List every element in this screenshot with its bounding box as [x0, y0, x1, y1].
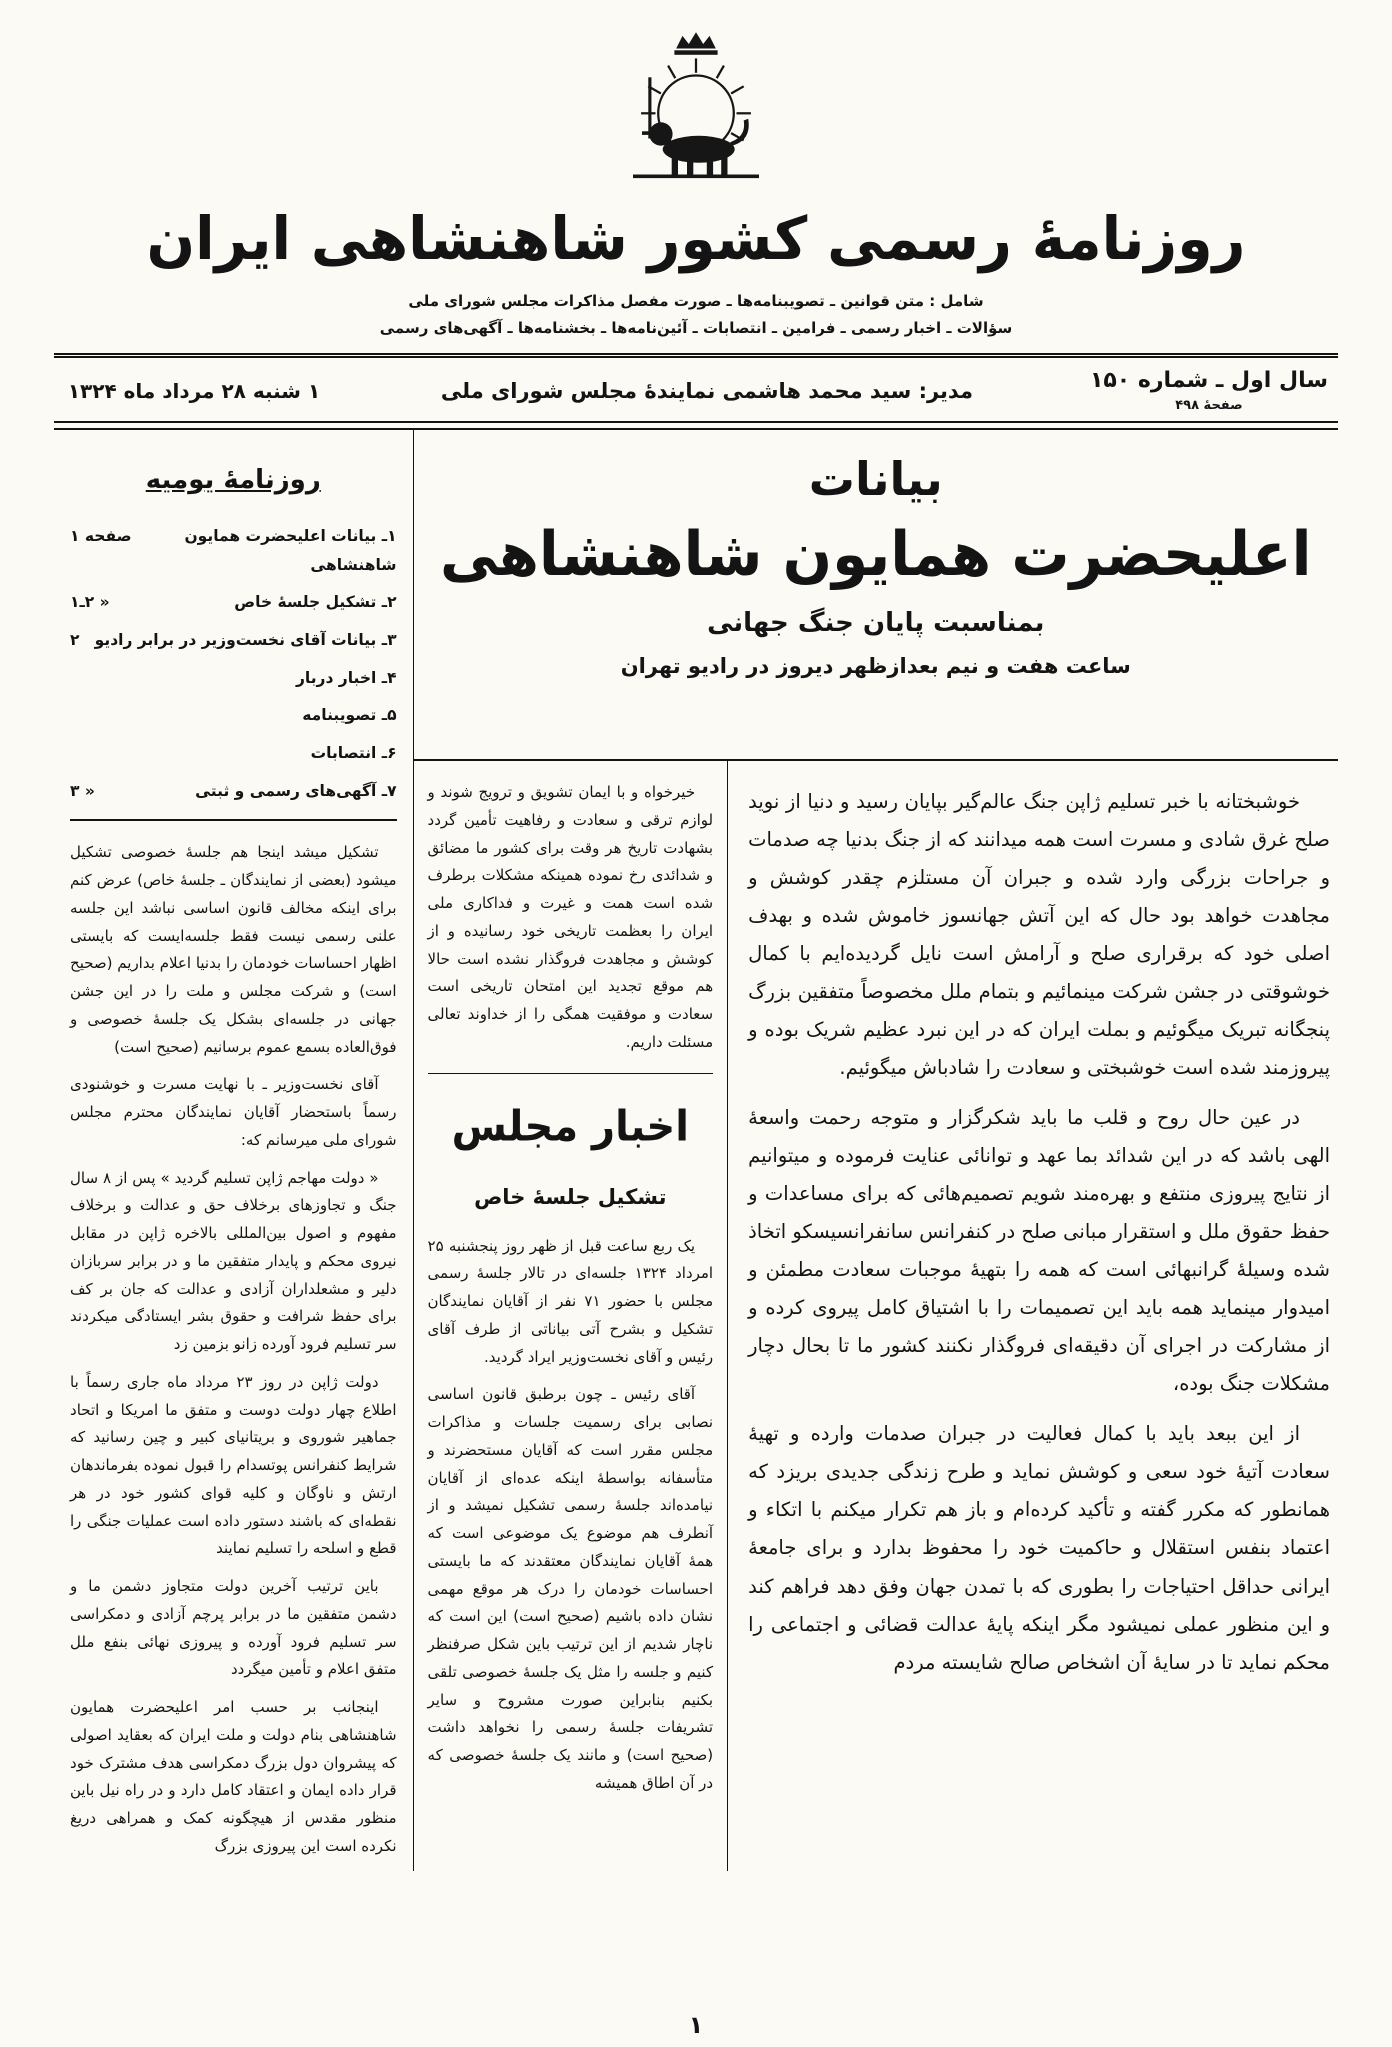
- toc-item: [70, 626, 397, 655]
- toc-item-page: ۲: [70, 631, 80, 650]
- speech-paragraph: خوشبختانه با خبر تسلیم ژاپن جنگ عالم‌گیر بپایان رسید و دنیا از نوید صلح غرق شادی و مسرت است همه میدانند که از جنگ بدنیا چه صدمات و جراحات بزرگی وارد شده و جبران آن مستلزم چقدر کوشش و مجاهدت خواهد بود حال که این آتش جهانسوز خاموش شده و بهدف اصلی خود که برقراری صلح و آرامش است نایل گردیده‌ایم با کمال خوشوقتی در جشن شرکت مینمائیم و بتمام ملل مخصوصاً متفقین بزرگ پنجگانه تبریک میگوئیم و بملت ایران که در این نبرد عظیم شریک بوده و پیروزمند شده است خوشبختی و سعادت را شادباش میگوئیم.: [748, 790, 1330, 1080]
- newspaper-title: روزنامهٔ رسمی کشور شاهنشاهی ایران: [146, 204, 1246, 274]
- toc-item-label: ۳ـ بیانات آقای نخست‌وزیر در برابر رادیو: [94, 631, 397, 650]
- headline-main: اعلیحضرت همایون شاهنشاهی: [440, 518, 1312, 590]
- toc-divider: [70, 819, 397, 821]
- majlis-paragraph: یک ربع ساعت قبل از ظهر روز پنجشنبه ۲۵ امرداد ۱۳۲۴ جلسه‌ای در تالار جلسهٔ رسمی مجلس با حضور ۷۱ نفر از آقایان نمایندگان تشکیل و بشرح آتی بیاناتی از طرف آقای رئیس و آقای نخست‌وزیر ایراد گردید.: [427, 1236, 714, 1366]
- speech-paragraph: از این ببعد باید با کمال فعالیت در جبران صدمات وارده و تهیهٔ سعادت آتیهٔ خود سعی و کوشش نماید و طرح زندگی جدیدی بریزد که همانطور که مکرر گفته و تأکید کرده‌ام و باز هم تکرار میکنم با اتکاء و اعتماد بنفس استقلال و حاکمیت خود را محفوظ بدارد و برای جامعهٔ ایرانی حداقل احتیاجات را بطوری که با تمدن جهان وفق دهد فراهم کند و این منظور عملی نمیشود مگر اینکه پایهٔ عدالت قضائی و اجتماعی را محکم نماید تا در سایهٔ آن اشخاص صالح شایسته مردم: [748, 1422, 1330, 1674]
- toc-item-page: « ۲ـ۱: [70, 593, 110, 612]
- toc-item: [70, 664, 397, 693]
- page-reference: صفحهٔ ۴۹۸: [1175, 398, 1243, 413]
- left-column: [54, 430, 414, 1871]
- toc-item: [70, 701, 397, 730]
- toc-list: [70, 522, 397, 805]
- article-paragraph: « دولت مهاجم ژاپن تسلیم گردید » پس از ۸ سال جنگ و تجاوزهای برخلاف حق و عدالت و برخلاف مفهوم و اصول بین‌المللی بالاخره ژاپن در مقابل نیروی محکم و پایدار متفقین ما و در برابر سربازان دلیر و مشعلداران آزادی و عدالت که جان بر کف برای حفظ شرافت و حقوق بشر ایستادگی میکردند سر تسلیم فرود آورده زانو بزمین زد: [70, 1168, 397, 1354]
- article-paragraph: آقای نخست‌وزیر ـ با نهایت مسرت و خوشنودی رسماً باستحضار آقایان نمایندگان محترم مجلس شورای ملی میرسانم که:: [70, 1075, 397, 1149]
- body-columns: [54, 428, 1338, 1871]
- special-session-subheading: تشکیل جلسهٔ خاص: [474, 1184, 667, 1209]
- toc-item-page: صفحه ۱: [70, 527, 132, 546]
- masthead: [54, 30, 1338, 337]
- majlis-news-body: [428, 1233, 714, 1798]
- speech-paragraph: در عین حال روح و قلب ما باید شکرگزار و متوجه رحمت واسعهٔ الهی باشد که در این شدائد بما عهد و توانائی عنایت فرموده و میتوانیم از نتایج پیروزی منتفع و بهره‌مند شویم تصمیم‌هائی که برای مساعدات و حفظ حقوق ملل و استقرار مبانی صلح در کنفرانس سانفرانسیسکو اتخاذ شده وسیلهٔ گرانبهائی است که همه را بتهیهٔ موجبات سعادت مطمئن و امیدوار مینماید همه باید این تصمیمات را با اشتیاق کامل پیروی کرده و از مشارکت در اجرای آن دقیقه‌ای فروگذار نکنند کشور ما تا بحال دچار مشکلات جنگ بوده،: [748, 1106, 1330, 1396]
- director-line: مدیر: سید محمد هاشمی نمایندهٔ مجلس شورای ملی: [440, 378, 974, 403]
- article-paragraph: دولت ژاپن در روز ۲۳ مرداد ماه جاری رسماً با اطلاع چهار دولت دوست و متفق ما امریکا و اتحاد جماهیر شوروی و بریتانیای کبیر و چین رسانید که شرایط کنفرانس پوتسدام را قبول نموده بفرماندهان ارتش و ناوگان و کلیه قوای کشور خود در هر نقطه‌ای که باشند دستور داده است عملیات جنگی را قطع و اسلحه را تسلیم نمایند: [70, 1372, 397, 1558]
- lion-and-sun-emblem-icon: [606, 30, 786, 202]
- issue-date: ۱ شنبه ۲۸ مرداد ماه ۱۳۲۴: [67, 378, 321, 403]
- masthead-subtitle-1: شامل : متن قوانین ـ تصویبنامه‌ها ـ صورت مفصل مذاکرات مجلس شورای ملی: [408, 292, 984, 310]
- toc-item: [70, 522, 397, 579]
- page-number: ۱: [688, 2011, 704, 2039]
- article-paragraph: اینجانب بر حسب امر اعلیحضرت همایون شاهنشاهی بنام دولت و ملت ایران که بعقاید اصولی که پیشروان دول بزرگ دمکراسی هدف مشترک خود قرار داده ایمان و اعتقاد کامل دارد و در راه نیل باین منظور مقدس از هیچگونه کمک و همراهی دریغ نکرده است این پیروزی بزرگ: [70, 1698, 397, 1855]
- toc-item-label: ۷ـ آگهی‌های رسمی و ثبتی: [195, 781, 397, 800]
- main-headline-block: [414, 430, 1338, 761]
- middle-column: [414, 761, 729, 1871]
- headline-kicker: بیانات: [808, 452, 943, 506]
- toc-item: [70, 588, 397, 617]
- majlis-news-heading: اخبار مجلس: [451, 1102, 689, 1151]
- toc-item-label: ۵ـ تصویبنامه: [302, 706, 397, 725]
- masthead-subtitle-2: سؤالات ـ اخبار رسمی ـ فرامین ـ انتصابات ـ آئین‌نامه‌ها ـ بخشنامه‌ها ـ آگهی‌های رسمی: [379, 319, 1013, 337]
- headline-dateline: ساعت هفت و نیم بعدازظهر دیروز در رادیو تهران: [620, 654, 1131, 678]
- issue-number: سال اول ـ شماره ۱۵۰: [1089, 368, 1328, 393]
- toc-item-label: ۶ـ انتصابات: [310, 744, 397, 763]
- dateline-bar: [54, 353, 1338, 423]
- toc-item: [70, 739, 397, 768]
- toc-item-label: ۴ـ اخبار دربار: [295, 668, 397, 687]
- toc-item-label: ۲ـ تشکیل جلسهٔ خاص: [234, 593, 397, 612]
- toc-item-page: « ۳: [70, 781, 95, 800]
- headline-subtitle: بمناسبت پایان جنگ جهانی: [707, 608, 1045, 638]
- article-paragraph: تشکیل میشد اینجا هم جلسهٔ خصوصی تشکیل میشود (بعضی از نمایندگان ـ جلسهٔ خاص) عرض کنم برای اینکه مخالف قانون اساسی نباشد این جلسه علنی رسمی نیست فقط جلسه‌ایست که بایستی اظهار احساسات خودمان را بدنیا اعلام بداریم (صحیح است) و شرکت مجلس و ملت را در این جشن جهانی در جلسه‌ای بشکل یک جلسهٔ خصوصی و فوق‌العاده بسمع عموم برسانیم (صحیح است): [70, 843, 397, 1056]
- toc-item-label: ۱ـ بیانات اعلیحضرت همایون شاهنشاهی: [184, 527, 397, 574]
- royal-speech-column: [728, 761, 1338, 1871]
- section-divider: [428, 1073, 714, 1074]
- toc-item: [70, 777, 397, 806]
- speech-continuation-paragraph: خیرخواه و با ایمان تشویق و ترویج شوند و لوازم ترقی و سعادت و رفاهیت تأمین گردد بشهادت تاریخ هر وقت برای کشور ما مضائق و شدائدی رخ نموده همینکه مشکلات برطرف شده است همت و غیرت و فداکاری ملی ایران را بعظمت تاریخی خود رسانیده و از کوشش و مجاهدت فروگذار نشده است حالا هم موقع تجدید این امتحان تاریخی است سعادت و موفقیت همگی را از خداوند تعالی مسئلت داریم.: [427, 783, 714, 1051]
- majlis-paragraph: آقای رئیس ـ چون برطبق قانون اساسی نصابی برای رسمیت جلسات و مذاکرات مجلس مقرر است که آقایان مستحضرند و متأسفانه بواسطهٔ اینکه عده‌ای از آقایان نیامده‌اند جلسهٔ رسمی تشکیل نمیشد و از آنطرف هم موضوع یک موضوعی است که همهٔ آقایان نمایندگان معتقدند که ما بایستی احساسات خودمان را درک هر موقع مهمی نشان داده باشیم (صحیح است) این است که ناچار شدیم از این ترتیب باین شکل صرفنظر کنیم و جلسه را مثل یک جلسهٔ خصوصی تلقی بکنیم بنابراین صورت مشروح و سایر تشریفات جلسهٔ رسمی را نخواهد داشت (صحیح است) و مانند یک جلسهٔ خصوصی که در آن اطاق همیشه: [427, 1385, 714, 1792]
- article-paragraph: باین ترتیب آخرین دولت متجاوز دشمن ما و دشمن متفقین ما در برابر پرچم آزادی و دمکراسی سر تسلیم فرود آورده و پیروزی نهائی بنفع ملل متفق اعلام و تأمین میگردد: [70, 1577, 397, 1679]
- article-continuation: [70, 839, 397, 1860]
- issue-cell: [1090, 368, 1328, 413]
- toc-heading: روزنامهٔ یومیه: [145, 465, 321, 495]
